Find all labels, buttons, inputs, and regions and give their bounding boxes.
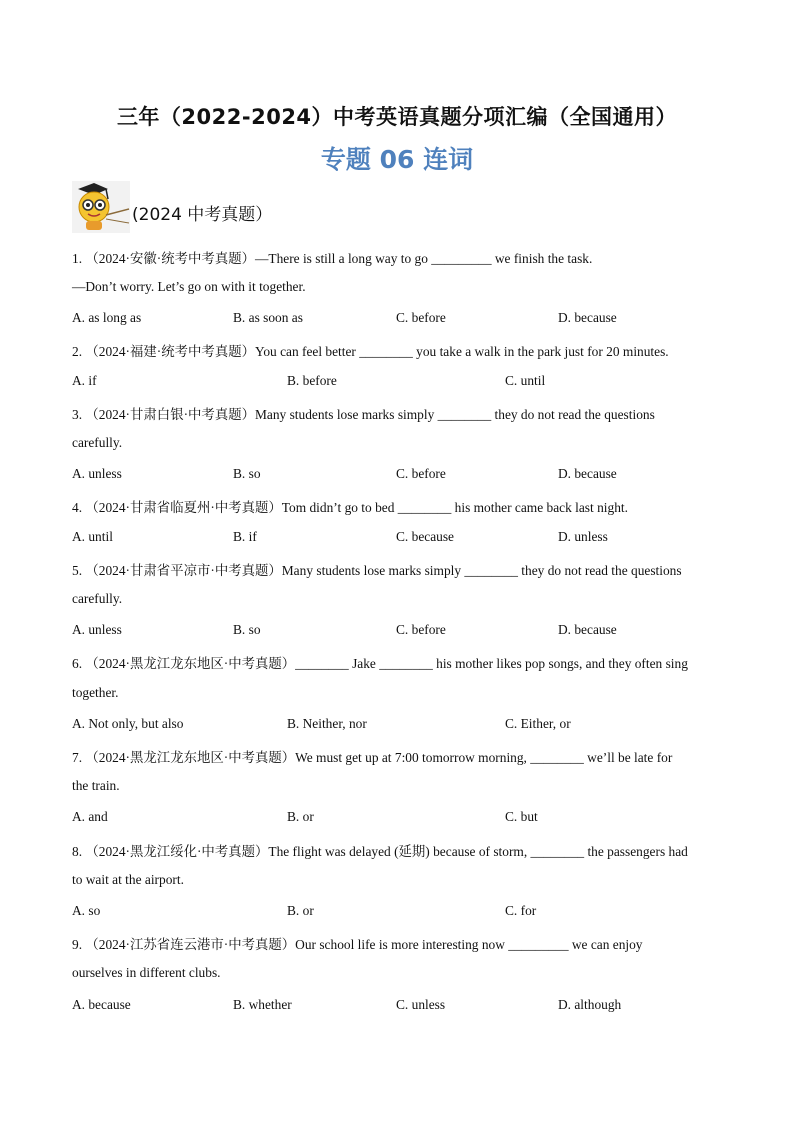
document-subtitle: 专题 06 连词 xyxy=(320,145,474,174)
question-3-option-a: A. unless xyxy=(72,466,122,481)
question-3-text-cont: carefully. xyxy=(72,435,123,450)
question-2-option-c: C. until xyxy=(505,373,546,388)
question-1-option-a: A. as long as xyxy=(72,310,142,325)
question-5-option-b: B. so xyxy=(233,622,261,637)
question-2-text: 2. （2024·福建·统考中考真题）You can feel better ________ you take a walk in the park just for 20 minutes. xyxy=(72,344,669,359)
question-4-option-d: D. unless xyxy=(558,529,608,544)
question-6-option-b: B. Neither, nor xyxy=(287,716,367,731)
question-2-option-a: A. if xyxy=(72,373,97,388)
question-7-option-b: B. or xyxy=(287,809,314,824)
question-1-option-d: D. because xyxy=(558,310,617,325)
question-5-option-c: C. before xyxy=(396,622,446,637)
question-6-option-a: A. Not only, but also xyxy=(72,716,184,731)
question-7-option-c: C. but xyxy=(505,809,538,824)
question-8-text: 8. （2024·黑龙江绥化·中考真题）The flight was delayed (延期) because of storm, ________ the passengers had xyxy=(72,844,688,859)
question-4-option-a: A. until xyxy=(72,529,113,544)
question-9-text: 9. （2024·江苏省连云港市·中考真题）Our school life is more interesting now _________ we can enjoy xyxy=(72,937,643,952)
section-label: (2024 中考真题） xyxy=(132,205,273,225)
mascot-icon xyxy=(72,181,130,233)
question-2-option-b: B. before xyxy=(287,373,337,388)
question-8-text-cont: to wait at the airport. xyxy=(72,872,184,887)
question-9-option-a: A. because xyxy=(72,997,131,1012)
question-8-option-a: A. so xyxy=(72,903,101,918)
question-9-option-c: C. unless xyxy=(396,997,446,1012)
document-title: 三年（2022-2024）中考英语真题分项汇编（全国通用） xyxy=(116,105,678,129)
question-7-text-cont: the train. xyxy=(72,778,120,793)
question-5-text: 5. （2024·甘肃省平凉市·中考真题）Many students lose marks simply ________ they do not read the questions xyxy=(72,563,682,578)
question-4-text: 4. （2024·甘肃省临夏州·中考真题）Tom didn’t go to bed ________ his mother came back last night. xyxy=(72,500,628,515)
question-3-option-b: B. so xyxy=(233,466,261,481)
question-3-option-c: C. before xyxy=(396,466,446,481)
question-1-text-cont: —Don’t worry. Let’s go on with it together. xyxy=(72,279,306,294)
question-5-option-d: D. because xyxy=(558,622,617,637)
question-8-option-b: B. or xyxy=(287,903,314,918)
question-9-option-d: D. although xyxy=(558,997,622,1012)
question-4-option-c: C. because xyxy=(396,529,455,544)
question-7-text: 7. （2024·黑龙江龙东地区·中考真题）We must get up at 7:00 tomorrow morning, ________ we’ll be late for xyxy=(72,750,673,765)
question-7-option-a: A. and xyxy=(72,809,108,824)
question-6-option-c: C. Either, or xyxy=(505,716,571,731)
question-6-text: 6. （2024·黑龙江龙东地区·中考真题）________ Jake ________ his mother likes pop songs, and they often sing xyxy=(72,656,688,671)
question-1-text: 1. （2024·安徽·统考中考真题）—There is still a long way to go _________ we finish the task. xyxy=(72,251,593,266)
question-9-option-b: B. whether xyxy=(233,997,292,1012)
question-5-option-a: A. unless xyxy=(72,622,122,637)
question-8-option-c: C. for xyxy=(505,903,537,918)
question-3-text: 3. （2024·甘肃白银·中考真题）Many students lose marks simply ________ they do not read the questions xyxy=(72,407,655,422)
question-6-text-cont: together. xyxy=(72,685,119,700)
question-3-option-d: D. because xyxy=(558,466,617,481)
question-1-option-b: B. as soon as xyxy=(233,310,303,325)
question-9-text-cont: ourselves in different clubs. xyxy=(72,965,221,980)
question-1-option-c: C. before xyxy=(396,310,446,325)
question-4-option-b: B. if xyxy=(233,529,257,544)
question-5-text-cont: carefully. xyxy=(72,591,123,606)
